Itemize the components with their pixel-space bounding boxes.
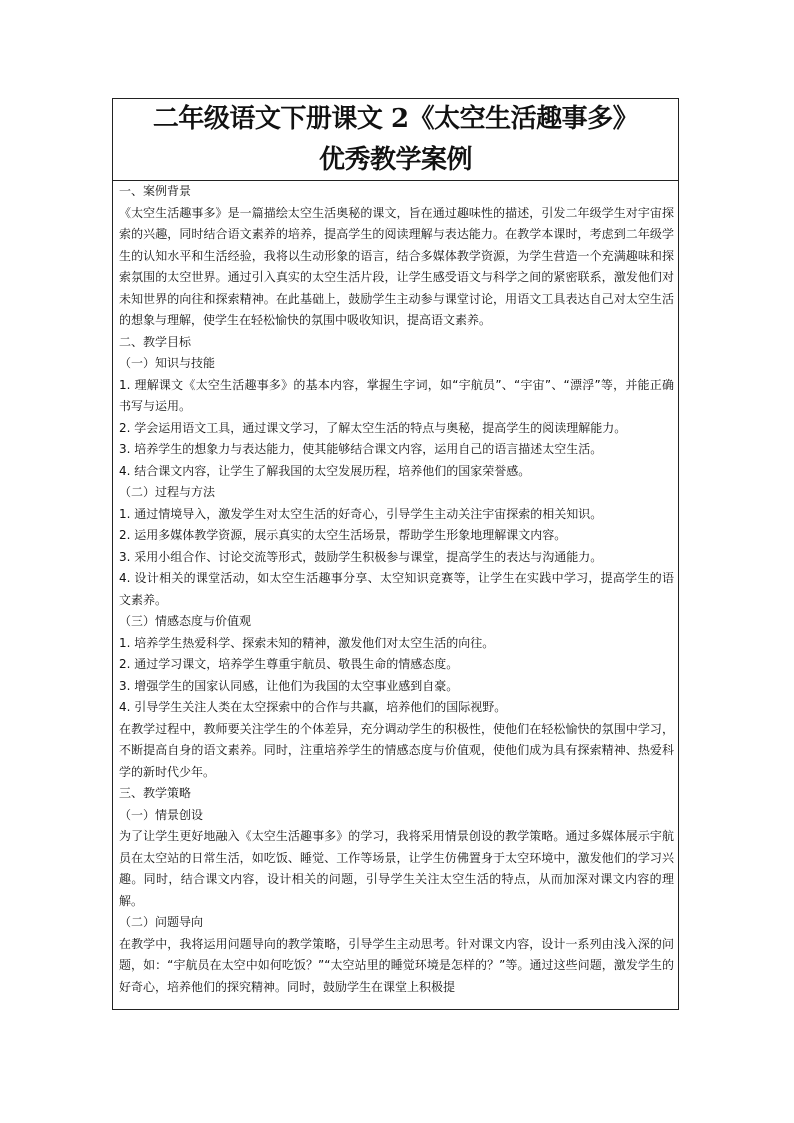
list-item: 1. 培养学生热爱科学、探索未知的精神，激发他们对太空生活的向往。 [119,635,495,650]
scenario-creation-paragraph: 为了让学生更好地融入《太空生活趣事多》的学习，我将采用情景创设的教学策略。通过多媒体展示宇航员在太空站的日常生活，如吃饭、睡觉、工作等场景，让学生仿佛置身于太空环境中，激发他们的学习兴趣。同时，结合课文内容，设计相关的问题，引导学生关注太空生活的特点，从而加深对课文内容的理解。 [119,829,674,908]
section-heading-strategies: 三、教学策略 [119,786,192,800]
subheading-knowledge-skills: （一）知识与技能 [119,356,216,370]
list-item: 1. 通过情境导入，激发学生对太空生活的好奇心，引导学生主动关注宇宙探索的相关知识。 [119,506,603,521]
list-item: 2. 学会运用语文工具，通过课文学习，了解太空生活的特点与奥秘，提高学生的阅读理解能力。 [119,420,627,435]
list-item: 4. 引导学生关注人类在太空探索中的合作与共赢，培养他们的国际视野。 [119,700,507,714]
document-title-line-2: 优秀教学案例 [318,145,472,175]
subheading-problem-oriented: （二）问题导向 [119,915,204,929]
section-heading-background: 一、案例背景 [119,184,192,198]
list-item: 3. 培养学生的想象力与表达能力，使其能够结合课文内容，运用自己的语言描述太空生活。 [119,442,603,456]
background-paragraph: 《太空生活趣事多》是一篇描绘太空生活奥秘的课文，旨在通过趣味性的描述，引发二年级学生对宇宙探索的兴趣，同时结合语文素养的培养，提高学生的阅读理解与表达能力。在教学本课时，考虑到二年级学生的认知水平和生活经验，我将以生动形象的语言，结合多媒体教学资源，为学生营造一个充满趣味和探索氛围的太空世界。通过引入真实的太空生活片段，让学生感受语文与科学之间的紧密联系，激发他们对未知世界的向往和探索精神。在此基础上，鼓励学生主动参与课堂讨论，用语文工具表达自己对太空生活的想象与理解，使学生在轻松愉快的氛围中吸收知识，提高语文素养。 [119,205,674,327]
problem-oriented-paragraph: 在教学中，我将运用问题导向的教学策略，引导学生主动思考。针对课文内容，设计一系列由浅入深的问题，如：“宇航员在太空中如何吃饭？”“太空站里的睡觉环境是怎样的？”等。通过这些问题，激发学生的好奇心，培养他们的探究精神。同时，鼓励学生在课堂上积极提 [119,936,674,994]
section-heading-objectives: 二、教学目标 [119,334,192,349]
list-item: 3. 采用小组合作、讨论交流等形式，鼓励学生积极参与课堂，提高学生的表达与沟通能力。 [119,549,603,564]
list-item: 1. 理解课文《太空生活趣事多》的基本内容，掌握生字词，如“宇航员”、“宇宙”、“漂浮”等，并能正确书写与运用。 [119,377,674,413]
title-block [113,99,678,181]
document-title-line-1: 二年级语文下册课文 2《太空生活趣事多》 [152,104,639,134]
list-item: 4. 设计相关的课堂活动，如太空生活趣事分享、太空知识竞赛等，让学生在实践中学习，提高学生的语文素养。 [119,571,674,607]
list-item: 4. 结合课文内容，让学生了解我国的太空发展历程，培养他们的国家荣誉感。 [119,463,531,478]
document-frame [112,98,679,1010]
document-body [113,181,678,998]
subheading-scenario-creation: （一）情景创设 [119,807,204,822]
list-item: 2. 运用多媒体教学资源，展示真实的太空生活场景，帮助学生形象地理解课文内容。 [119,528,567,542]
subheading-process-methods: （二）过程与方法 [119,485,216,499]
list-item: 3. 增强学生的国家认同感，让他们为我国的太空事业感到自豪。 [119,678,459,693]
list-item: 2. 通过学习课文，培养学生尊重宇航员、敬畏生命的情感态度。 [119,657,459,671]
objectives-closing-paragraph: 在教学过程中，教师要关注学生的个体差异，充分调动学生的积极性，使他们在轻松愉快的氛围中学习，不断提高自身的语文素养。同时，注重培养学生的情感态度与价值观，使他们成为具有探索精神、热爱科学的新时代少年。 [119,721,674,779]
subheading-emotions-values: （三）情感态度与价值观 [119,614,252,628]
